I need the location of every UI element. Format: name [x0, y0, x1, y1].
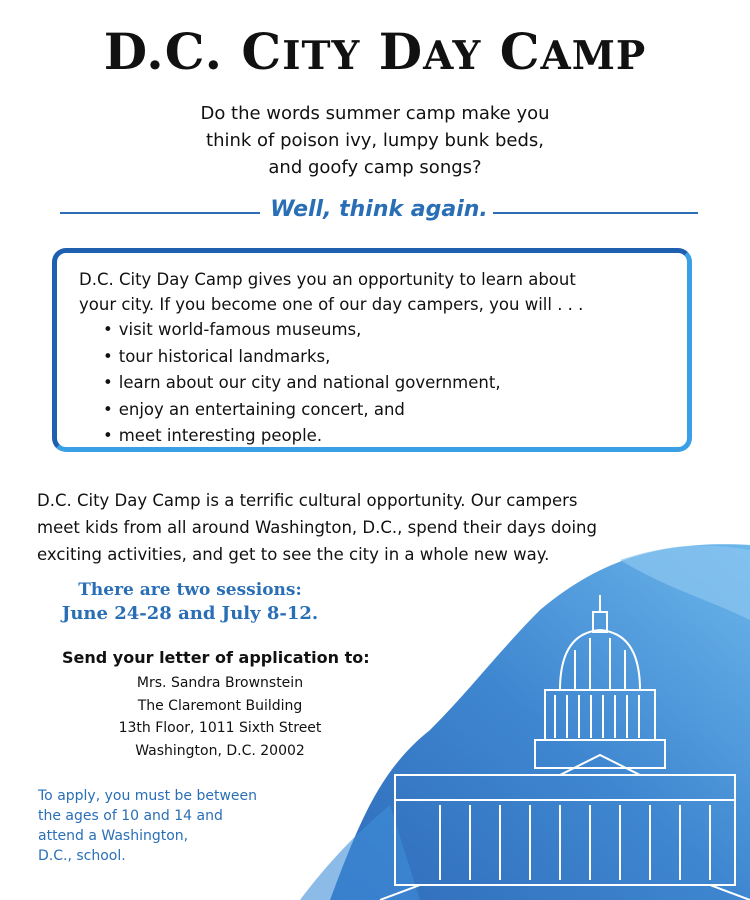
benefits-box	[52, 248, 692, 452]
list-item: • meet interesting people.	[103, 423, 501, 450]
send-heading: Send your letter of application to:	[62, 648, 370, 667]
list-item: • tour historical landmarks,	[103, 344, 501, 371]
intro-question: Do the words summer camp make you think of poison ivy, lumpy bunk beds, and goofy camp songs?	[200, 103, 550, 178]
benefits-list	[103, 317, 501, 450]
sessions-info: There are two sessions: June 24-28 and July 8-12.	[61, 580, 319, 624]
eligibility-note: To apply, you must be between the ages of 10 and 14 and attend a Washington, D.C., school.	[38, 788, 258, 864]
list-item: • enjoy an entertaining concert, and	[103, 397, 501, 424]
think-again-banner	[60, 195, 698, 229]
list-item: • visit world-famous museums,	[103, 317, 501, 344]
page-title: D.C. CITY DAY CAMP	[103, 22, 647, 81]
benefits-lead: D.C. City Day Camp gives you an opportunity to learn about your city. If you become one of our day campers, you will . . .	[79, 270, 584, 314]
mailing-address: Mrs. Sandra Brownstein The Claremont Building 13th Floor, 1011 Sixth Street Washington, D.C. 20002	[118, 675, 322, 759]
description-paragraph: D.C. City Day Camp is a terrific cultural opportunity. Our campers meet kids from all around Washington, D.C., spend their days doing exciting activities, and get to see the city in a whole new way.	[37, 491, 597, 564]
list-item: • learn about our city and national government,	[103, 370, 501, 397]
divider-right	[493, 212, 698, 214]
think-again-text: Well, think again.	[270, 197, 488, 222]
